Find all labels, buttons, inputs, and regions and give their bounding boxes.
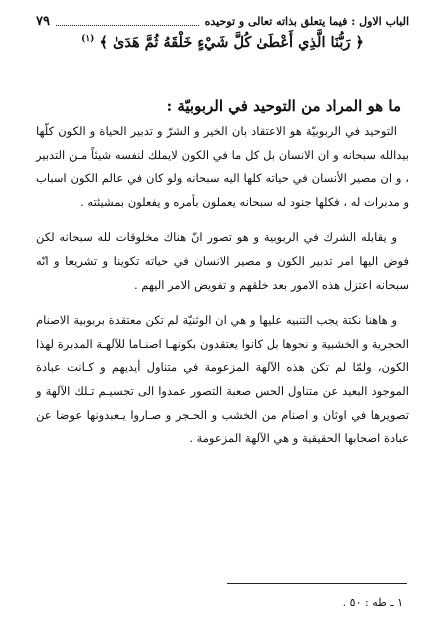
- section-heading: ما هو المراد من التوحيد في الربوبيّة :: [166, 97, 401, 115]
- body-text: [36, 120, 409, 463]
- footnote-divider: [227, 583, 407, 584]
- paragraph: و هاهنا نكتة يجب التنبيه عليها و هي ان الوثنيّة لم تكن معتقدة بربوبية الاصنام الحجرية و الخشبية و نحوها بل كانوا يعتقدون بكونهـا اصنـاما للآلهـة المدبرة لهذا الكون، ولمّا لم تكن هذه الآلهة المزعومة في متناول أيديهم و كـانت عبادة الموجود البعيد عن متناول الحس صعبة التصور عمدوا الى تجسيـم تـلك الآلهة و تصويرها في اوثان و اصنام من الخشب و الحـجر و صـاروا يـعبدونها عوضا عن عبادة اصحابها الحقيقية و هي الآلهة المزعومة .: [36, 313, 409, 446]
- chapter-title: الباب الاول : فيما يتعلق بذاته تعالى و توحيده: [204, 14, 409, 28]
- verse-text: ﴿ رَبُّنَا الَّذِي أَعْطَىٰ كُلَّ شَيْءٍ خَلْقَهُ ثُمَّ هَدَىٰ ﴾: [99, 34, 364, 51]
- paragraph: و يقابله الشرك في الربوبية و هو تصور انّ هناك مخلوقات لله سبحانه لكن فوض اليها امر تدبير الكون و مصير الانسان في حياته تكوينا و تشريعا و انّه سبحانه اعتزل هذه الامور بعد خلقهم و تفويض الامر اليهم .: [36, 230, 409, 292]
- running-header: [36, 11, 409, 31]
- header-dot-leader: [56, 17, 199, 26]
- page-number: ٧٩: [36, 13, 50, 29]
- paragraph: التوحيد في الربوبيّة هو الاعتقاد بان الخير و الشرّ و تدبير الحياة و الكون كلّها بيدالله سبحانه و ان الانسان بل كل ما في الكون لايملك لنفسه شيئاً مـن التدبير ، و ان مصير الأنسان في حياته كلها اليه سبحانه ولو كان في عالم الكون اسباب و مدبرات له ، فكلها جنود له سبحانه يعملون بأمره و يفعلون بمشيئته .: [36, 124, 409, 209]
- footnote: ١ ـ طه : ٥٠ .: [342, 596, 403, 609]
- quran-verse: [36, 34, 409, 51]
- footnote-reference: (١): [81, 34, 95, 45]
